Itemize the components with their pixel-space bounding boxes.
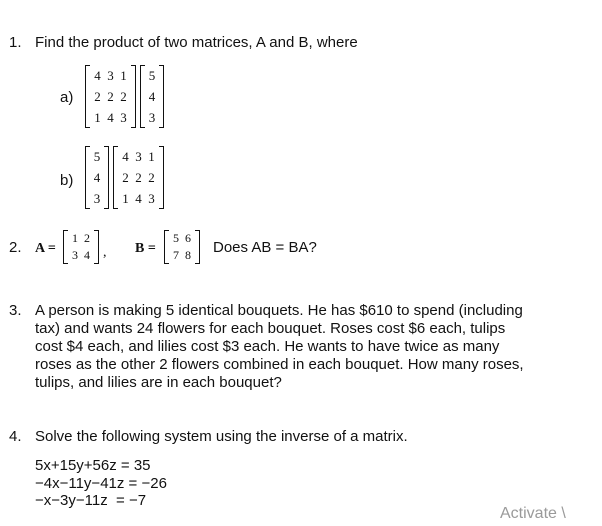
q2-a-matrix (63, 230, 99, 264)
q2-b-grid (169, 230, 195, 264)
matrix-cell: 3 (148, 191, 155, 206)
matrix-cell: 3 (120, 110, 127, 125)
q4-number: 4. (9, 428, 22, 445)
matrix-cell: 3 (148, 110, 156, 125)
matrix-cell: 2 (120, 89, 127, 104)
q1b-label: b) (60, 172, 74, 189)
q3-line-4: roses as the other 2 flowers combined in each bouquet. How many roses, (35, 356, 524, 373)
q2-b-matrix (164, 230, 200, 264)
matrix-cell: 4 (122, 149, 129, 164)
matrix-cell: 1 (72, 231, 78, 245)
matrix-cell: 1 (122, 191, 129, 206)
q1b-m2-grid (118, 146, 159, 209)
activate-watermark: Activate \ (500, 505, 566, 522)
q3-line-1: A person is making 5 identical bouquets. He has $610 to spend (including (35, 302, 523, 319)
q1a-matrix-left (85, 65, 168, 128)
matrix-cell: 2 (94, 89, 101, 104)
matrix-cell: 4 (84, 248, 90, 262)
q4-equation-1: 5x+15y+56z = 35 (35, 457, 151, 474)
matrix-cell: 4 (93, 170, 101, 185)
matrix-cell: 1 (120, 68, 127, 83)
matrix-cell: 2 (84, 231, 90, 245)
matrix-cell: 3 (107, 68, 114, 83)
q2-comma: , (103, 245, 107, 260)
q2-b-label: B = (135, 241, 156, 256)
matrix-cell: 5 (173, 231, 179, 245)
matrix-cell: 3 (135, 149, 142, 164)
matrix-cell: 1 (148, 149, 155, 164)
matrix-cell: 4 (148, 89, 156, 104)
q1a-m1-grid (90, 65, 131, 128)
q1a-label: a) (60, 89, 74, 106)
matrix-cell: 2 (148, 170, 155, 185)
matrix-cell: 4 (107, 110, 114, 125)
q3-line-2: tax) and wants 24 flowers for each bouquet. Roses cost $6 each, tulips (35, 320, 506, 337)
matrix-cell: 2 (107, 89, 114, 104)
q2-question: Does AB = BA? (213, 239, 317, 256)
matrix-cell: 6 (185, 231, 191, 245)
matrix-cell: 4 (94, 68, 101, 83)
matrix-cell: 3 (93, 191, 101, 206)
q2-a-label: A = (35, 241, 56, 256)
matrix-cell: 8 (185, 248, 191, 262)
q4-equation-3: −x−3y−11z = −7 (35, 492, 147, 509)
matrix-cell: 3 (72, 248, 78, 262)
q3-line-5: tulips, and lilies are in each bouquet? (35, 374, 282, 391)
matrix-cell: 4 (135, 191, 142, 206)
q4-prompt: Solve the following system using the inverse of a matrix. (35, 428, 408, 445)
q3-number: 3. (9, 302, 22, 319)
q2-number: 2. (9, 239, 22, 256)
matrix-cell: 1 (94, 110, 101, 125)
matrix-cell: 2 (135, 170, 142, 185)
q1b-matrix-left (85, 146, 168, 209)
matrix-cell: 7 (173, 248, 179, 262)
q1-number: 1. (9, 34, 22, 51)
q3-line-3: cost $4 each, and lilies cost $3 each. He wants to have twice as many (35, 338, 500, 355)
matrix-cell: 5 (148, 68, 156, 83)
q2-a-grid (68, 230, 94, 264)
q1a-m2-grid (145, 65, 159, 128)
q1b-m1-grid (90, 146, 104, 209)
matrix-cell: 2 (122, 170, 129, 185)
matrix-cell: 5 (93, 149, 101, 164)
q4-equation-2: −4x−11y−41z = −26 (35, 475, 167, 492)
q1-prompt: Find the product of two matrices, A and B, where (35, 34, 358, 51)
